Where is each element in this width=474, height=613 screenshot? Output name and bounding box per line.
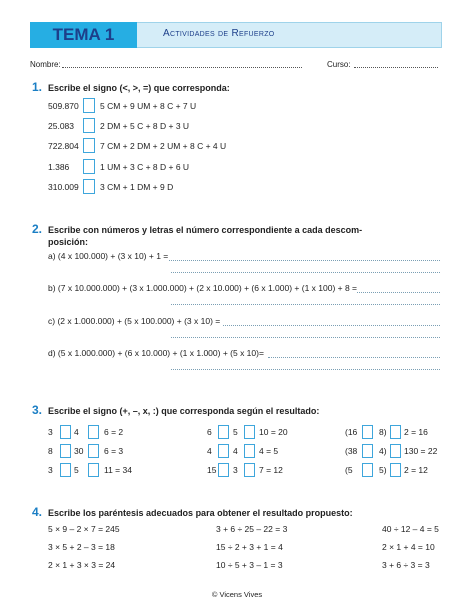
q1-row-expression: 2 DM + 5 C + 8 D + 3 U bbox=[100, 121, 190, 131]
q3-sign-box[interactable] bbox=[60, 425, 71, 439]
q3-result: 2 = 12 bbox=[404, 465, 428, 475]
q3-sign-box[interactable] bbox=[244, 463, 255, 477]
q2-answer-line[interactable] bbox=[171, 304, 440, 305]
q3-result: 6 = 3 bbox=[104, 446, 124, 456]
q3-result: 7 = 12 bbox=[259, 465, 283, 475]
q3-sign-box[interactable] bbox=[218, 444, 229, 458]
q4-prompt: Escribe los paréntesis adecuados para obtener el resultado propuesto: bbox=[48, 508, 353, 518]
q1-answer-box[interactable] bbox=[83, 159, 95, 174]
q3-sign-box[interactable] bbox=[60, 463, 71, 477]
q2-item: d) (5 x 1.000.000) + (6 x 10.000) + (1 x 1.000) + (5 x 10)= bbox=[48, 348, 264, 358]
q2-answer-line[interactable] bbox=[171, 337, 440, 338]
q4-expression: 15 ÷ 2 + 3 + 1 = 4 bbox=[216, 542, 283, 552]
q3-sign-box[interactable] bbox=[390, 463, 401, 477]
q3-operand-b: 4) bbox=[379, 446, 387, 456]
tema-badge: TEMA 1 bbox=[30, 22, 137, 48]
q3-sign-box[interactable] bbox=[362, 444, 373, 458]
q3-operand-a: 6 bbox=[207, 427, 212, 437]
q2-item: a) (4 x 100.000) + (3 x 10) + 1 = bbox=[48, 251, 169, 261]
q2-item: c) (2 x 1.000.000) + (5 x 100.000) + (3 x 10) = bbox=[48, 316, 221, 326]
q1-answer-box[interactable] bbox=[83, 118, 95, 133]
q1-row-number: 509.870 bbox=[48, 101, 79, 111]
q2-prompt-line2: posición: bbox=[48, 237, 88, 247]
q4-expression: 3 + 6 ÷ 3 = 3 bbox=[382, 560, 430, 570]
q1-answer-box[interactable] bbox=[83, 179, 95, 194]
q3-sign-box[interactable] bbox=[88, 463, 99, 477]
q1-row-expression: 7 CM + 2 DM + 2 UM + 8 C + 4 U bbox=[100, 141, 227, 151]
q3-sign-box[interactable] bbox=[218, 425, 229, 439]
q3-sign-box[interactable] bbox=[244, 444, 255, 458]
q3-sign-box[interactable] bbox=[390, 425, 401, 439]
q2-answer-line[interactable] bbox=[357, 292, 440, 293]
q1-row-number: 1.386 bbox=[48, 162, 70, 172]
q1-row-expression: 3 CM + 1 DM + 9 D bbox=[100, 182, 174, 192]
q4-number: 4. bbox=[32, 505, 43, 519]
q1-number: 1. bbox=[32, 80, 43, 94]
q2-number: 2. bbox=[32, 222, 43, 236]
q3-result: 11 = 34 bbox=[104, 465, 132, 475]
q3-result: 4 = 5 bbox=[259, 446, 279, 456]
course-field[interactable] bbox=[354, 67, 438, 68]
q3-sign-box[interactable] bbox=[362, 425, 373, 439]
q3-operand-a: (38 bbox=[345, 446, 358, 456]
q3-operand-b: 5 bbox=[74, 465, 79, 475]
q3-operand-b: 4 bbox=[74, 427, 79, 437]
q3-sign-box[interactable] bbox=[362, 463, 373, 477]
q3-sign-box[interactable] bbox=[218, 463, 229, 477]
name-label: Nombre: bbox=[30, 60, 61, 69]
q2-prompt-line1: Escribe con números y letras el número correspondiente a cada descom- bbox=[48, 225, 363, 235]
q1-row-expression: 5 CM + 9 UM + 8 C + 7 U bbox=[100, 101, 197, 111]
q4-expression: 40 ÷ 12 – 4 = 5 bbox=[382, 524, 439, 534]
q4-expression: 3 + 6 ÷ 25 – 22 = 3 bbox=[216, 524, 288, 534]
q3-sign-box[interactable] bbox=[88, 425, 99, 439]
q4-expression: 5 × 9 – 2 × 7 = 245 bbox=[48, 524, 120, 534]
q3-operand-a: (5 bbox=[345, 465, 353, 475]
q3-operand-b: 5) bbox=[379, 465, 387, 475]
q2-answer-line[interactable] bbox=[223, 325, 440, 326]
q3-sign-box[interactable] bbox=[60, 444, 71, 458]
q3-operand-a: (16 bbox=[345, 427, 358, 437]
q3-sign-box[interactable] bbox=[88, 444, 99, 458]
name-field[interactable] bbox=[62, 67, 302, 68]
q1-row-number: 310.009 bbox=[48, 182, 79, 192]
q2-answer-line[interactable] bbox=[169, 260, 440, 261]
header-title: Actividades de Refuerzo bbox=[163, 28, 275, 39]
q3-sign-box[interactable] bbox=[390, 444, 401, 458]
q3-operand-b: 3 bbox=[233, 465, 238, 475]
footer-credit: © Vicens Vives bbox=[211, 590, 263, 599]
q3-operand-a: 3 bbox=[48, 427, 53, 437]
q1-row-number: 25.083 bbox=[48, 121, 74, 131]
q4-expression: 3 × 5 + 2 – 3 = 18 bbox=[48, 542, 115, 552]
q2-item: b) (7 x 10.000.000) + (3 x 1.000.000) + (2 x 10.000) + (6 x 1.000) + (1 x 100) + 8 = bbox=[48, 283, 358, 293]
q4-expression: 10 ÷ 5 + 3 – 1 = 3 bbox=[216, 560, 283, 570]
q3-prompt: Escribe el signo (+, –, x, :) que corresponda según el resultado: bbox=[48, 406, 320, 416]
q4-expression: 2 × 1 + 4 = 10 bbox=[382, 542, 435, 552]
q3-result: 6 = 2 bbox=[104, 427, 124, 437]
q1-row-expression: 1 UM + 3 C + 8 D + 6 U bbox=[100, 162, 190, 172]
q1-answer-box[interactable] bbox=[83, 138, 95, 153]
q3-operand-b: 30 bbox=[74, 446, 84, 456]
q3-operand-a: 4 bbox=[207, 446, 212, 456]
q1-answer-box[interactable] bbox=[83, 98, 95, 113]
q3-result: 2 = 16 bbox=[404, 427, 428, 437]
q3-operand-b: 4 bbox=[233, 446, 238, 456]
q3-operand-b: 5 bbox=[233, 427, 238, 437]
q3-operand-a: 8 bbox=[48, 446, 53, 456]
q1-row-number: 722.804 bbox=[48, 141, 79, 151]
q3-number: 3. bbox=[32, 403, 43, 417]
q4-expression: 2 × 1 + 3 × 3 = 24 bbox=[48, 560, 116, 570]
q1-prompt: Escribe el signo (<, >, =) que corresponda: bbox=[48, 83, 230, 93]
course-label: Curso: bbox=[327, 60, 351, 69]
q2-answer-line[interactable] bbox=[171, 369, 440, 370]
q2-answer-line[interactable] bbox=[171, 272, 440, 273]
q3-result: 10 = 20 bbox=[259, 427, 288, 437]
q3-sign-box[interactable] bbox=[244, 425, 255, 439]
q2-answer-line[interactable] bbox=[268, 357, 440, 358]
q3-operand-a: 3 bbox=[48, 465, 53, 475]
q3-result: 130 = 22 bbox=[404, 446, 438, 456]
q3-operand-a: 15 bbox=[207, 465, 217, 475]
q3-operand-b: 8) bbox=[379, 427, 387, 437]
